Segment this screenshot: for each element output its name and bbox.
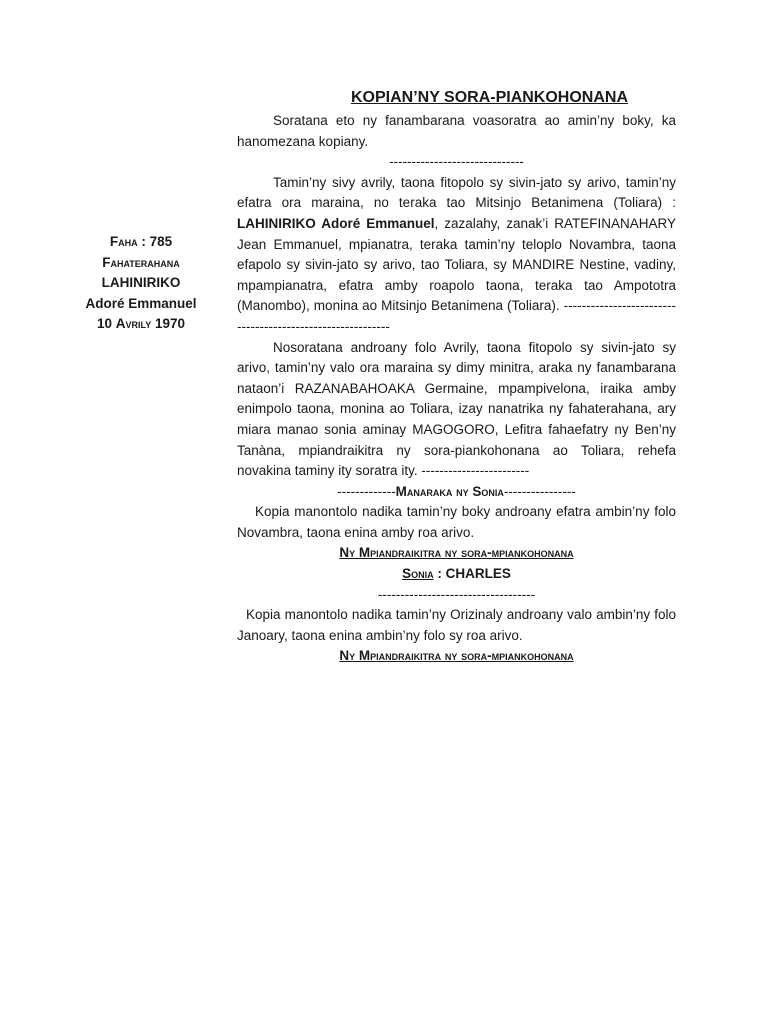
dash-filler: ------------------------ xyxy=(421,463,530,479)
signature-line xyxy=(237,564,676,585)
faha-label: Faha xyxy=(109,234,138,249)
registration-text: Nosoratana androany folo Avrily, taona fitopolo sy sivin-jato sy arivo, tamin’ny valo ora maraina sy dimy minitra, araka ny fanambarana nataon’i RAZANABAHOAKA Germaine, mpampivelona, iraika amby enimpolo taona, monina ao Toliara, izay nanatrika ny fahaterahana, ary miara manao sonia aminay MAGOGORO, Lefitra fahaefatry ny Ben’ny Tanàna, mpiandraikitra ny sora-piankohonana ao Toliara, rehefa novakina taminy ity soratra ity. xyxy=(237,339,676,479)
signatory-name: CHARLES xyxy=(445,566,511,582)
registration-paragraph xyxy=(237,338,676,482)
dash-right: ---------------- xyxy=(503,483,576,499)
officer-title: Ny Mpiandraikitra ny sora-mpiankohonana xyxy=(339,545,574,561)
child-name: LAHINIRIKO Adoré Emmanuel xyxy=(237,215,435,231)
separator-line: ----------------------------------- xyxy=(377,586,536,602)
manaraka-label: Manaraka ny Sonia xyxy=(395,483,504,499)
person-surname: LAHINIRIKO xyxy=(101,275,181,290)
separator-line: ------------------------------ xyxy=(389,154,524,170)
dash-filler: ----------------------------------------------------------- xyxy=(237,298,676,334)
dash-left: ------------- xyxy=(337,483,396,499)
faha-line xyxy=(80,232,202,253)
birth-month: Avrily xyxy=(115,316,152,331)
faha-number: 785 xyxy=(149,234,173,249)
manaraka-line xyxy=(237,482,676,503)
birth-record-text-start: Tamin’ny sivy avrily, taona fitopolo sy sivin-jato sy arivo, tamin’ny efatra ora maraina, no teraka tao Mitsinjo Betanimena (Toliara) : xyxy=(237,174,676,211)
person-given-names: Adoré Emmanuel xyxy=(85,295,197,311)
fahaterahana-label: Fahaterahana xyxy=(102,254,180,270)
intro-paragraph: Soratana eto ny fanambarana voasoratra ao amin’ny boky, ka hanomezana kopiany. xyxy=(237,113,676,149)
birth-year: 1970 xyxy=(151,316,185,331)
sonia-label: Sonia xyxy=(402,566,434,582)
document-title: KOPIAN’NY SORA-PIANKOHONANA xyxy=(350,89,629,106)
copy-statement-book: Kopia manontolo nadika tamin’ny boky androany efatra ambin’ny folo Novambra, taona enina amby roa arivo. xyxy=(237,504,676,540)
birth-record-text-end: , zazalahy, zanak’i RATEFINANAHARY Jean Emmanuel, mpianatra, teraka tamin’ny teloplo Novambra, taona efapolo sy sivin-jato sy arivo, tao Toliara, sy MANDIRE Nestine, vadiny, mpampianatra, efatra amby roapolo taona, teraka tao Ampototra (Manombo), monina ao Mitsinjo Betanimena (Toliara). xyxy=(237,215,676,314)
document-body xyxy=(237,87,676,667)
officer-title: Ny Mpiandraikitra ny sora-mpiankohonana xyxy=(339,648,574,664)
birth-date xyxy=(80,314,202,335)
faha-sep: : xyxy=(137,234,150,249)
birth-day: 10 xyxy=(96,316,116,331)
sonia-sep: : xyxy=(433,566,446,582)
margin-note xyxy=(80,232,202,335)
copy-statement-original: Kopia manontolo nadika tamin’ny Orizinaly androany valo ambin’ny folo Janoary, taona enina ambin’ny folo sy roa arivo. xyxy=(237,607,676,643)
birth-record-paragraph xyxy=(237,173,676,338)
